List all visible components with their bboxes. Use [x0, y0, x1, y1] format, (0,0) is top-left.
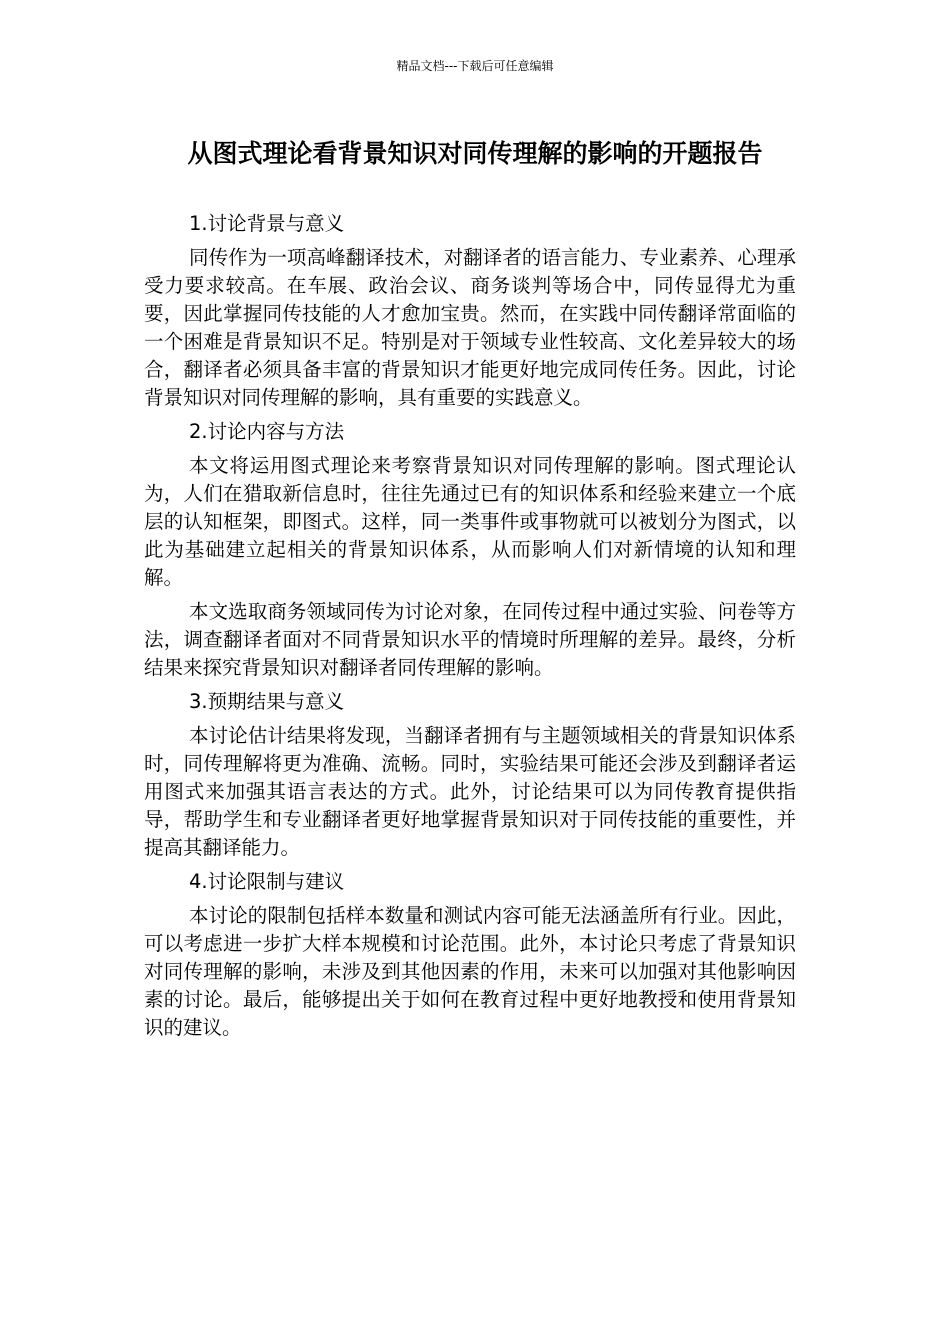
section-limitations [144, 868, 796, 1042]
paragraph: 本文选取商务领域同传为讨论对象，在同传过程中通过实验、问卷等方法，调查翻译者面对不同背景知识水平的情境时所理解的差异。最终，分析结果来探究背景知识对翻译者同传理解的影响。 [144, 600, 796, 679]
section-heading: 3.预期结果与意义 [189, 690, 345, 713]
section-heading: 2.讨论内容与方法 [189, 420, 345, 443]
document-body [144, 210, 796, 1048]
section-heading: 4.讨论限制与建议 [189, 870, 345, 893]
section-background [144, 210, 796, 412]
section-expected-results [144, 688, 796, 862]
header-note: 精品文档---下载后可任意编辑 [396, 59, 554, 73]
paragraph: 本讨论的限制包括样本数量和测试内容可能无法涵盖所有行业。因此，可以考虑进一步扩大样本规模和讨论范围。此外，本讨论只考虑了背景知识对同传理解的影响，未涉及到其他因素的作用，未来可以加强对其他影响因素的讨论。最后，能够提出关于如何在教育过程中更好地教授和使用背景知识的建议。 [144, 904, 796, 1039]
document-title: 从图式理论看背景知识对同传理解的影响的开题报告 [187, 139, 763, 168]
paragraph: 本讨论估计结果将发现，当翻译者拥有与主题领域相关的背景知识体系时，同传理解将更为准确、流畅。同时，实验结果可能还会涉及到翻译者运用图式来加强其语言表达的方式。此外，讨论结果可以为同传教育提供指导，帮助学生和专业翻译者更好地掌握背景知识对于同传技能的重要性，并提高其翻译能力。 [144, 724, 796, 859]
paragraph: 本文将运用图式理论来考察背景知识对同传理解的影响。图式理论认为，人们在猎取新信息时，往往先通过已有的知识体系和经验来建立一个底层的认知框架，即图式。这样，同一类事件或事物就可以被划分为图式，以此为基础建立起相关的背景知识体系，从而影响人们对新情境的认知和理解。 [144, 454, 796, 589]
paragraph: 同传作为一项高峰翻译技术，对翻译者的语言能力、专业素养、心理承受力要求较高。在车展、政治会议、商务谈判等场合中，同传显得尤为重要，因此掌握同传技能的人才愈加宝贵。然而，在实践中同传翻译常面临的一个困难是背景知识不足。特别是对于领域专业性较高、文化差异较大的场合，翻译者必须具备丰富的背景知识才能更好地完成同传任务。因此，讨论背景知识对同传理解的影响，具有重要的实践意义。 [144, 246, 796, 409]
section-content-method [144, 418, 796, 682]
section-heading: 1.讨论背景与意义 [189, 212, 345, 235]
